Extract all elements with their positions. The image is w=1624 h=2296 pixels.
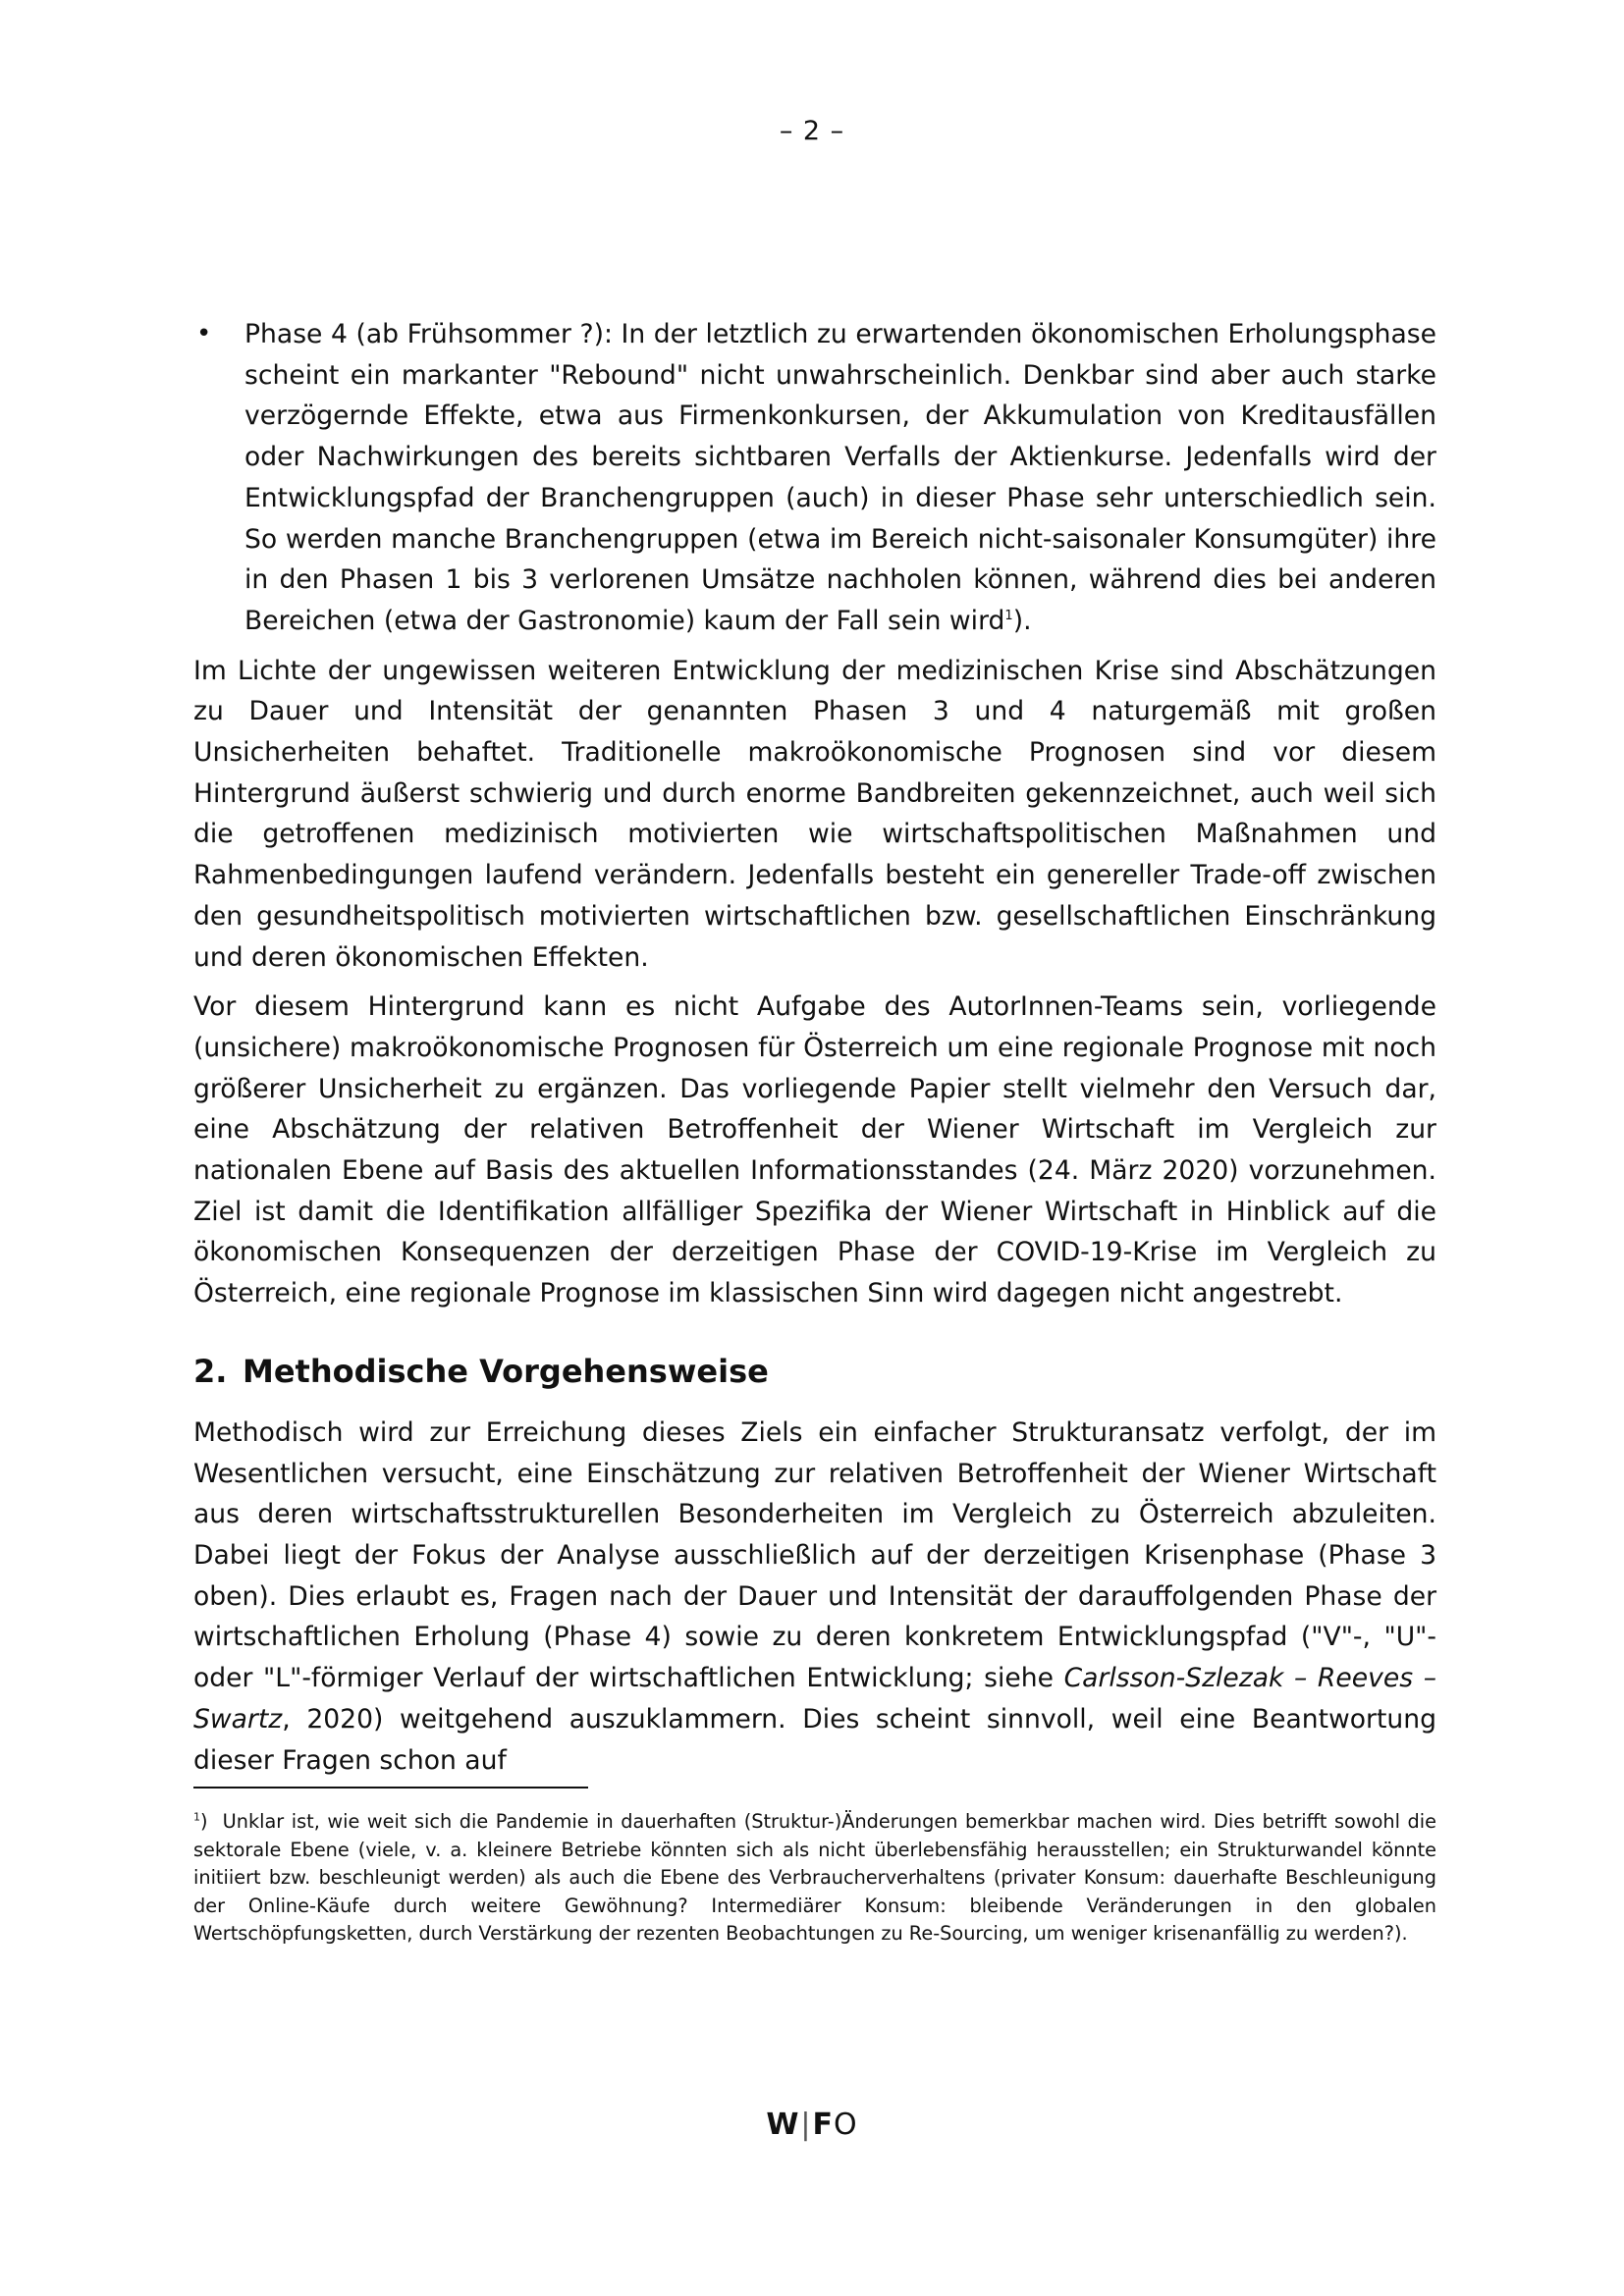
footnote-text: Unklar ist, wie weit sich die Pandemie in dauerhaften (Struktur-)Änderungen bemerkbar machen wird. Dies betrifft sowohl die sektorale Ebene (viele, v. a. kleinere Betriebe könnten sich als nicht überlebensfähig herausstellen; ein Strukturwandel könnte initiiert bzw. beschleunigt werden) als auch die Ebene des Verbraucherverhaltens (privater Konsum: dauerhafte Beschleunigung der Online-Käufe durch weitere Gewöhnung? Intermediärer Konsum: bleibende Veränderungen in den globalen Wertschöpfungsketten, durch Verstärkung der rezenten Beobachtungen zu Re-Sourcing, um weniger krisenanfällig zu werden?). [193, 1810, 1436, 1945]
bullet-text: Phase 4 (ab Frühsommer ?): In der letztlich zu erwartenden ökonomischen Erholungsphase scheint ein markanter "Rebound" nicht unwahrscheinlich. Denkbar sind aber auch starke verzögernde Effekte, etwa aus Firmenkonkursen, der Akkumulation von Kreditausfällen oder Nachwirkungen des bereits sichtbaren Verfalls der Aktienkurse. Jedenfalls wird der Entwicklungspfad der Branchengruppen (auch) in dieser Phase sehr unterschiedlich sein. So werden manche Branchengruppen (etwa im Bereich nicht-saisonaler Konsumgüter) ihre in den Phasen 1 bis 3 verlorenen Umsätze nachholen können, während dies bei anderen Bereichen (etwa der Gastronomie) kaum der Fall sein wird$^1$). [244, 319, 1436, 636]
section-title: Methodische Vorgehensweise [243, 1352, 769, 1390]
paragraph-background: Vor diesem Hintergrund kann es nicht Aufgabe des AutorInnen-Teams sein, vorliegende (unsichere) makroökonomische Prognosen für Österreich um eine regionale Prognose mit noch größerer Unsicherheit zu ergänzen. Das vorliegende Papier stellt vielmehr den Versuch dar, eine Abschätzung der relativen Betroffenheit der Wiener Wirtschaft im Vergleich zur nationalen Ebene auf Basis des aktuellen Informationsstandes (24. März 2020) vorzunehmen. Ziel ist damit die Identifikation allfälliger Spezifika der Wiener Wirtschaft in Hinblick auf die ökonomischen Konsequenzen der derzeitigen Phase der COVID-19-Krise im Vergleich zu Österreich, eine regionale Prognose im klassischen Sinn wird dagegen nicht angestrebt. [193, 991, 1436, 1309]
section-number: 2. [193, 1352, 228, 1390]
paragraph-uncertainty: Im Lichte der ungewissen weiteren Entwicklung der medizinischen Krise sind Abschätzungen zu Dauer und Intensität der genannten Phasen 3 und 4 naturgemäß mit großen Unsicherheiten behaftet. Traditionelle makroökonomische Prognosen sind vor diesem Hintergrund äußerst schwierig und durch enorme Bandbreiten gekennzeichnet, auch weil sich die getroffenen medizinisch motivierten wie wirtschaftspolitischen Maßnahmen und Rahmenbedingungen laufend verändern. Jedenfalls besteht ein genereller Trade-off zwischen den gesundheitspolitisch motivierten wirtschaftlichen bzw. gesellschaftlichen Einschränkung und deren ökonomischen Effekten. [193, 655, 1436, 973]
footnote: $^1$) Unklar ist, wie weit sich die Pandemie in dauerhaften (Struktur-)Änderungen bemerkbar machen wird. Dies betrifft sowohl die sektorale Ebene (viele, v. a. kleinere Betriebe könnten sich als nicht überlebensfähig herausstellen; ein Strukturwandel könnte initiiert bzw. beschleunigt werden) als auch die Ebene des Verbraucherverhaltens (privater Konsum: dauerhafte Beschleunigung der Online-Käufe durch weitere Gewöhnung? Intermediärer Konsum: bleibende Veränderungen in den globalen Wertschöpfungsketten, durch Verstärkung der rezenten Beobachtungen zu Re-Sourcing, um weniger krisenanfällig zu werden?). [193, 1810, 1436, 1945]
footnote-divider [193, 1787, 588, 1789]
footnote-marker: 1 [193, 1810, 200, 1824]
paragraph-method: Methodisch wird zur Erreichung dieses Ziels ein einfacher Strukturansatz verfolgt, der im Wesentlichen versucht, eine Einschätzung zur relativen Betroffenheit der Wiener Wirtschaft aus deren wirtschaftsstrukturellen Besonderheiten im Vergleich zu Österreich abzuleiten. Dabei liegt der Fokus der Analyse ausschließlich auf der derzeitigen Krisenphase (Phase 3 oben). Dies erlaubt es, Fragen nach der Dauer und Intensität der darauffolgenden Phase der wirtschaftlichen Erholung (Phase 4) sowie zu deren konkretem Entwicklungspfad ("V"-, "U"- oder "L"-förmiger Verlauf der wirtschaftlichen Entwicklung; siehe Carlsson-Szlezak – Reeves – Swartz, 2020) weitgehend auszuklammern. Dies scheint sinnvoll, weil eine Beantwortung dieser Fragen schon auf [193, 1416, 1436, 1776]
bullet-icon: • [196, 319, 212, 348]
wifo-logo: W|FO [766, 2108, 858, 2142]
page-number: – 2 – [779, 116, 845, 146]
citation-authors: Carlsson-Szlezak – Reeves – Swartz [193, 1663, 1436, 1735]
main-content [193, 314, 1436, 1781]
bullet-item-phase-4 [193, 314, 1436, 642]
footnote-reference[interactable]: 1 [1004, 609, 1013, 624]
section-heading [193, 1350, 1436, 1393]
